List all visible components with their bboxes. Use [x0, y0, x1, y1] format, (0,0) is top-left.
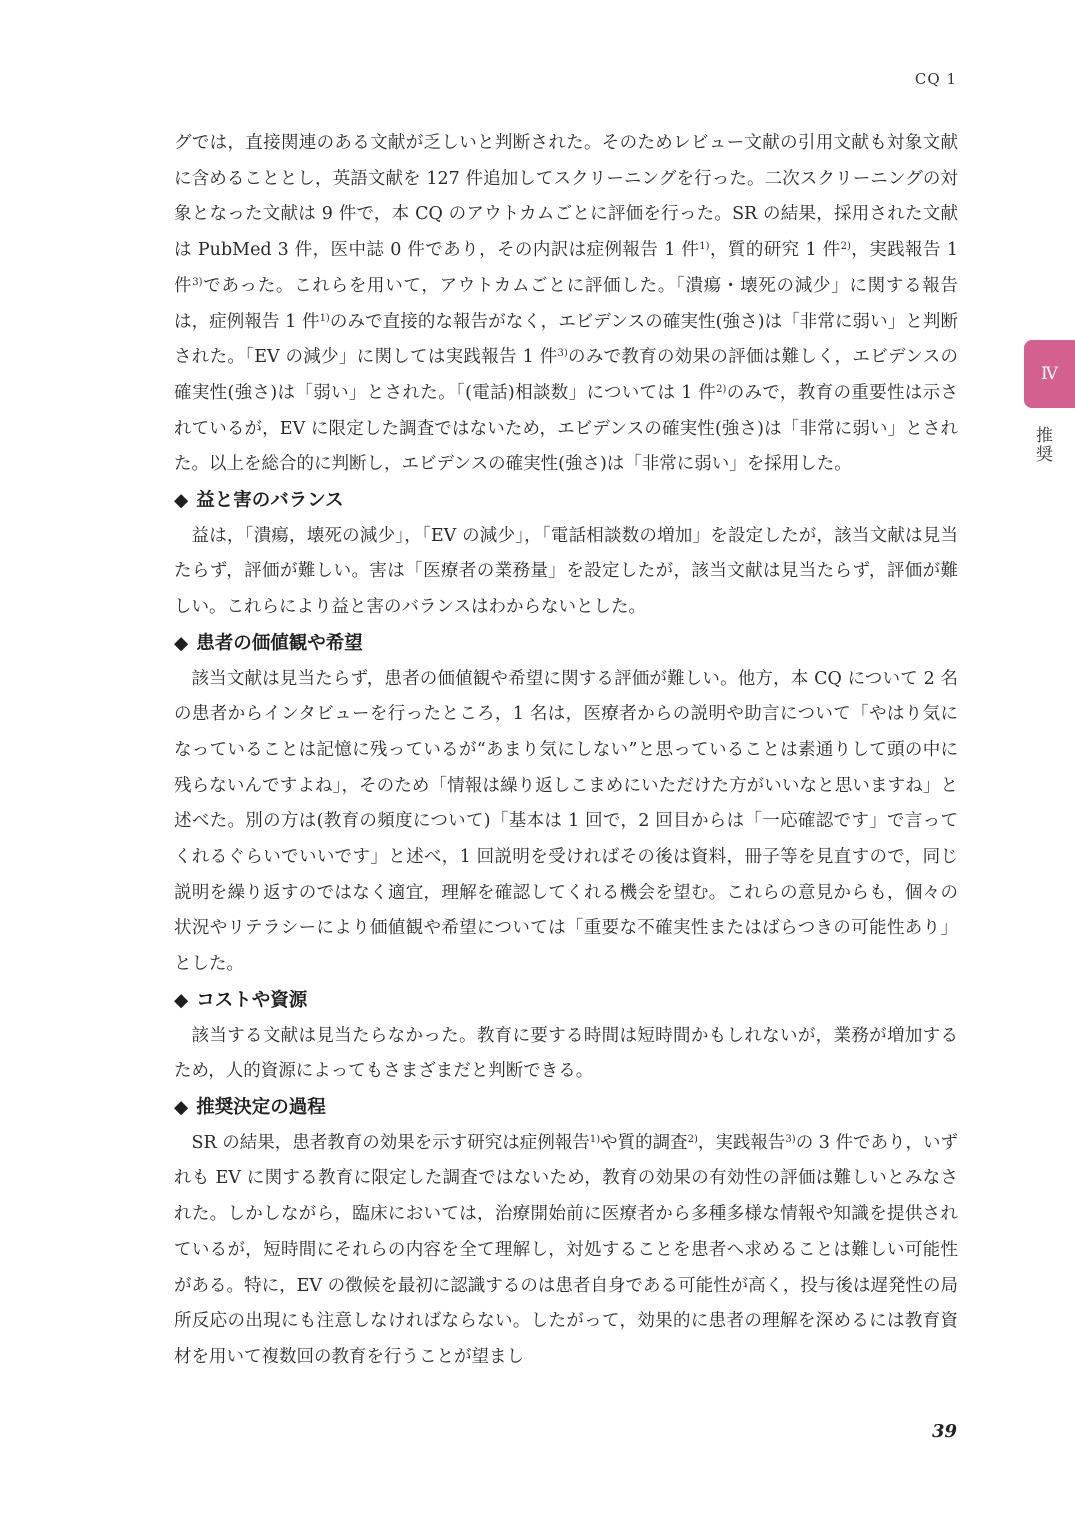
paragraph-decision-process: SR の結果，患者教育の効果を示す研究は症例報告$^{1)}$や質的調査$^{2)}$，実践報告$^{3)}$の 3 件であり，いずれも EV に関する教育に限定した調査ではないため，教育の効果の有効性の評価は難しいとみなされた。しかしながら，臨床においては，治療開始前に医療者から多種多様な情報や知識を提供されているが，短時間にそれらの内容を全て理解し，対処することを患者へ求めることは難しい可能性がある。特に，EV の徴候を最初に認識するのは患者自身である可能性が高く，投与後は遅発性の局所反応の出現にも注意しなければならない。したがって，効果的に患者の理解を深めるには教育資材を用いて複数回の教育を行うことが望まし — [174, 1132, 958, 1367]
citation-ref: 3) — [785, 1133, 796, 1145]
chapter-tab — [1024, 340, 1075, 408]
section-heading-patient-values: ◆ 患者の価値観や希望 — [174, 626, 958, 662]
page-number: 39 — [931, 1421, 957, 1442]
section-heading-decision-process: ◆ 推奨決定の過程 — [174, 1090, 958, 1126]
section-heading-cost-resources: ◆ コストや資源 — [174, 983, 958, 1019]
chapter-number: Ⅳ — [1041, 364, 1058, 384]
citation-ref: 3) — [192, 276, 203, 288]
paragraph-benefit-harm: 益は，「潰瘍，壊死の減少」，「EV の減少」，「電話相談数の増加」を設定したが，該当文献は見当たらず，評価が難しい。害は「医療者の業務量」を設定したが，該当文献は見当たらず，評価が難しい。これらにより益と害のバランスはわからないとした。 — [174, 525, 958, 618]
paragraph-evidence: グでは，直接関連のある文献が乏しいと判断された。そのためレビュー文献の引用文献も対象文献に含めることとし，英語文献を 127 件追加してスクリーニングを行った。二次スクリーニングの対象となった文献は 9 件で，本 CQ のアウトカムごとに評価を行った。SR の結果，採用された文献は PubMed 3 件，医中誌 0 件であり，その内訳は症例報告 1 件$^{1)}$，質的研究 1 件$^{2)}$，実践報告 1 件$^{3)}$であった。これらを用いて，アウトカムごとに評価した。「潰瘍・壊死の減少」に関する報告は，症例報告 1 件$^{1)}$のみで直接的な報告がなく，エビデンスの確実性(強さ)は「非常に弱い」と判断された。「EV の減少」に関しては実践報告 1 件$^{3)}$のみで教育の効果の評価は難しく，エビデンスの確実性(強さ)は「弱い」とされた。「(電話)相談数」については 1 件$^{2)}$のみで，教育の重要性は示されているが，EV に限定した調査ではないため，エビデンスの確実性(強さ)は「非常に弱い」とされた。以上を総合的に判断し，エビデンスの確実性(強さ)は「非常に弱い」を採用した。 — [174, 133, 959, 475]
paragraph-cost-resources: 該当する文献は見当たらなかった。教育に要する時間は短時間かもしれないが，業務が増加するため，人的資源によってもさまざまだと判断できる。 — [174, 1025, 958, 1082]
citation-ref: 1) — [319, 312, 330, 324]
diamond-icon: ◆ — [174, 632, 189, 654]
diamond-icon: ◆ — [174, 989, 189, 1011]
citation-ref: 2) — [687, 1133, 698, 1145]
citation-ref: 3) — [557, 348, 568, 360]
section-heading-benefit-harm: ◆ 益と害のバランス — [174, 483, 958, 519]
citation-ref: 2) — [716, 383, 727, 395]
paragraph-patient-values: 該当文献は見当たらず，患者の価値観や希望に関する評価が難しい。他方，本 CQ について 2 名の患者からインタビューを行ったところ，1 名は，医療者からの説明や助言について「やはり気になっていることは記憶に残っているが“あまり気にしない”と思っていることは素通りして頭の中に残らないんですよね」，そのため「情報は繰り返しこまめにいただけた方がいいなと思いますね」と述べた。別の方は(教育の頻度について)「基本は 1 回で，2 回目からは「一応確認です」で言ってくれるぐらいでいいです」と述べ，1 回説明を受ければその後は資料，冊子等を見直すので，同じ説明を繰り返すのではなく適宜，理解を確認してくれる機会を望む。これらの意見からも，個々の状況やリテラシーにより価値観や希望については「重要な不確実性またはばらつきの可能性あり」とした。 — [174, 668, 958, 975]
chapter-label: 推奨 — [1032, 426, 1052, 464]
diamond-icon: ◆ — [174, 1096, 189, 1118]
citation-ref: 1) — [699, 241, 710, 253]
diamond-icon: ◆ — [174, 490, 189, 512]
main-content — [174, 126, 958, 1376]
running-header: CQ 1 — [914, 70, 957, 88]
citation-ref: 2) — [840, 241, 851, 253]
citation-ref: 1) — [589, 1133, 601, 1145]
